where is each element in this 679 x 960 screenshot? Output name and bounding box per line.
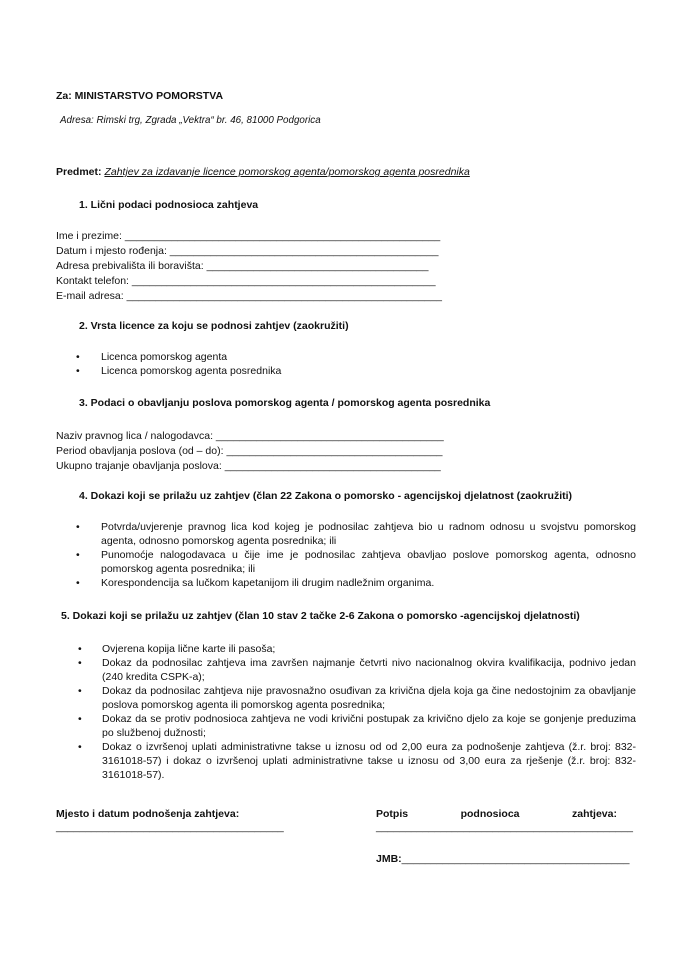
proof-employer-certificate[interactable]: • Potvrda/uvjerenje pravnog lica kod kojeg je podnosilac zahtjeva bio u radnom odnosu u svojstvu pomorskog agenta, odnosno pomorskog agenta posrednika; ili xyxy=(76,521,636,547)
bullet-icon: • xyxy=(78,713,82,725)
subject-label: Predmet: xyxy=(56,166,102,178)
proof-id-copy: • Ovjerena kopija lične karte ili pasoša; xyxy=(78,643,276,655)
proofs-list-a xyxy=(56,520,636,590)
bullet-icon: • xyxy=(78,657,82,669)
place-date-label: Mjesto i datum podnošenja zahtjeva: xyxy=(56,808,240,820)
signature-line[interactable]: ____________________________________________ xyxy=(376,821,633,833)
field-contact-phone[interactable]: Kontakt telefon: ____________________________________________________ xyxy=(56,275,436,287)
field-work-period[interactable]: Period obavljanja poslova (od – do): _____________________________________ xyxy=(56,445,443,457)
field-birth-date-place[interactable]: Datum i mjesto rođenja: ______________________________________________ xyxy=(56,245,439,257)
subject-line xyxy=(56,166,470,178)
field-email[interactable]: E-mail adresa: ______________________________________________________ xyxy=(56,290,442,302)
section-1-title: 1. Lični podaci podnosioca zahtjeva xyxy=(79,199,259,211)
field-residence-address[interactable]: Adresa prebivališta ili boravišta: ______________________________________ xyxy=(56,260,429,272)
field-full-name[interactable]: Ime i prezime: ______________________________________________________ xyxy=(56,230,441,242)
section-4-title: 4. Dokazi koji se prilažu uz zahtjev (član 22 Zakona o pomorsko - agencijskoj djelatnost (zaokružiti) xyxy=(79,490,573,502)
section-5-title: 5. Dokazi koji se prilažu uz zahtjev (član 10 stav 2 tačke 2-6 Zakona o pomorsko -agencijskoj djelatnosti) xyxy=(61,610,580,622)
proof-qualification: • Dokaz da podnosilac zahtjeva ima završen najmanje četvrti nivo nacionalnog okvira kvalifikacija, podnivo jedan (240 kredita CSPK-a); xyxy=(78,657,636,683)
bullet-icon: • xyxy=(76,577,80,589)
recipient-line: Za: MINISTARSTVO POMORSTVA xyxy=(56,90,224,102)
bullet-icon: • xyxy=(78,685,82,697)
bullet-icon: • xyxy=(76,521,80,533)
signature-label: Potpis podnosioca zahtjeva: xyxy=(376,808,617,820)
jmb-row xyxy=(376,853,629,865)
bullet-icon: • xyxy=(76,365,80,377)
proof-no-proceedings: • Dokaz da se protiv podnosioca zahtjeva ne vodi krivični postupak za krivično djelo za koje se gonjenje preduzima po službenoj dužnosti; xyxy=(78,713,636,739)
proof-correspondence[interactable]: • Korespondencija sa lučkom kapetanijom ili drugim nadležnim organima. xyxy=(76,577,435,589)
section-2-title: 2. Vrsta licence za koju se podnosi zahtjev (zaokružiti) xyxy=(79,320,349,332)
proofs-list-b xyxy=(56,642,636,782)
field-total-duration[interactable]: Ukupno trajanje obavljanja poslova: _____________________________________ xyxy=(56,460,441,472)
recipient-address: Adresa: Rimski trg, Zgrada „Vektra“ br. 46, 81000 Podgorica xyxy=(60,115,321,126)
bullet-icon: • xyxy=(76,351,80,363)
subject-text: Zahtjev za izdavanje licence pomorskog agenta/pomorskog agenta posrednika xyxy=(104,166,470,178)
license-option-agent[interactable]: • Licenca pomorskog agenta xyxy=(76,351,228,363)
bullet-icon: • xyxy=(78,741,82,753)
section-3-title: 3. Podaci o obavljanju poslova pomorskog agenta / pomorskog agenta posrednika xyxy=(79,397,491,409)
bullet-icon: • xyxy=(78,643,82,655)
jmb-label: JMB: xyxy=(376,853,402,865)
bullet-icon: • xyxy=(76,549,80,561)
proof-no-conviction: • Dokaz da podnosilac zahtjeva nije pravosnažno osuđivan za krivična djela koja ga čine nedostojnim za obavljanje poslova pomorskog agenta ili pomorskog agenta posrednika; xyxy=(78,685,636,711)
field-company-name[interactable]: Naziv pravnog lica / nalogodavca: _______________________________________ xyxy=(56,430,444,442)
jmb-line[interactable]: _______________________________________ xyxy=(401,853,630,865)
proof-fee-payment: • Dokaz o izvršenoj uplati administrativne takse u iznosu od od 2,00 eura za podnošenje zahtjeva (ž.r. broj: 832-3161018-57) i dokaz o izvršenoj uplati administrativne takse u iznosu od 3,00 eura za rješenje (ž.r. broj: 832-3161018-57). xyxy=(78,741,636,781)
proof-power-of-attorney[interactable]: • Punomoćje nalogodavaca u čije ime je podnosilac zahtjeva obavljao poslove pomorskog agenta, odnosno pomorskog agenta posrednika; ili xyxy=(76,549,636,575)
license-type-list xyxy=(56,350,636,378)
place-date-line[interactable]: _______________________________________ xyxy=(56,821,284,833)
license-option-broker[interactable]: • Licenca pomorskog agenta posrednika xyxy=(76,365,282,377)
